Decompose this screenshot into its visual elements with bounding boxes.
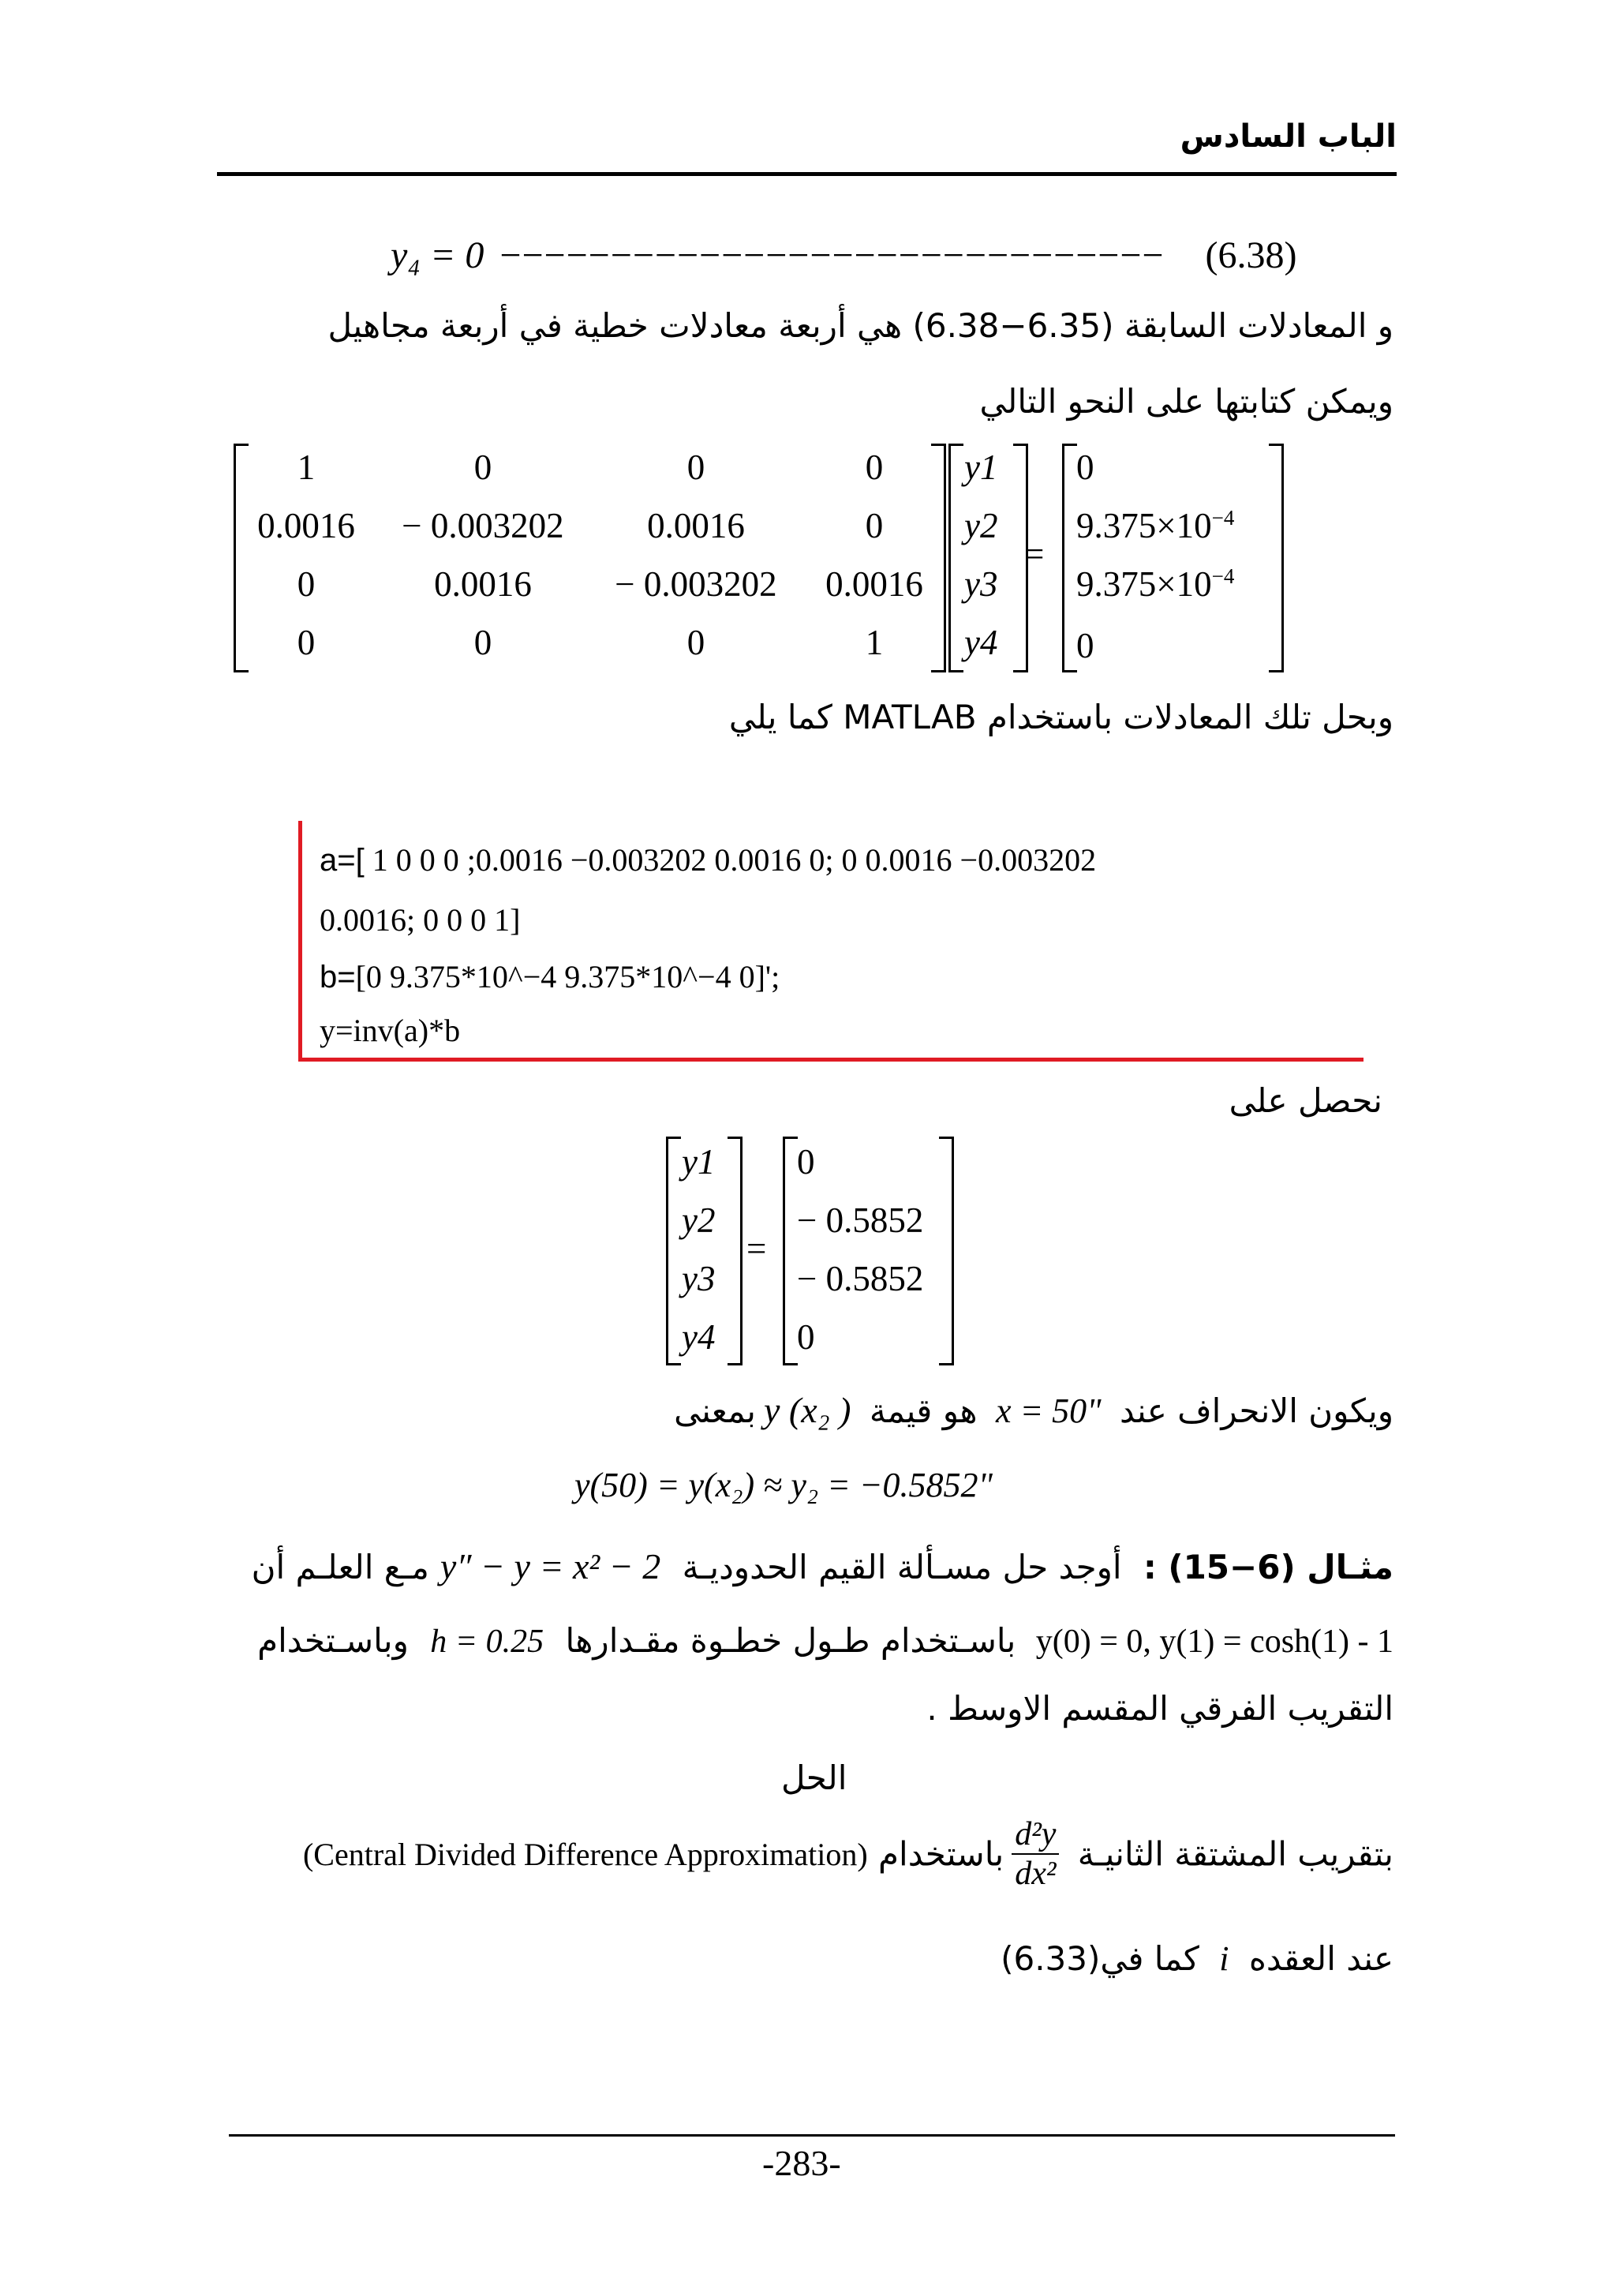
vector-y-entry: y4 (964, 623, 998, 662)
vector-b-entry: 0 (1076, 448, 1094, 487)
matrix-a-cell: 1 (297, 448, 316, 487)
paragraph-linear-equations: و المعادلات السابقة (6.35−6.38) هي أربعة معادلات خطية في أربعة مجاهيل (327, 306, 1393, 345)
matrix-a-cell: 0 (297, 564, 316, 604)
result-value: − 0.5852 (797, 1200, 924, 1240)
example-line-3: التقريب الفرقي المقسم الاوسط . (926, 1689, 1393, 1728)
matrix-a-cell: 0 (865, 448, 884, 487)
matrix-a-cell: − 0.003202 (615, 564, 777, 604)
vector-y-entry: y2 (964, 506, 998, 545)
eq-dashes: −−−−−−−−−−−−−−−−−−−−−−−−−−−−−− (499, 234, 1165, 276)
matrix-a-cell: 0.0016 (647, 506, 745, 545)
result-value: 0 (797, 1317, 815, 1357)
matrix-a-left-bracket (234, 444, 249, 672)
equals-sign: = (1024, 534, 1045, 574)
vector-b-entry: $9.375\times 10^{-4}$ (1076, 506, 1235, 545)
matrix-a-cell: − 0.003202 (402, 506, 564, 545)
vector-y-left-bracket (948, 444, 963, 672)
result-y-entry: y4 (682, 1317, 716, 1357)
paragraph-derivative: بتقريب المشتقة الثانيـة $\frac{\text{d²y}}{\text{dx²}}$ باستخدام (Central Divided Difference Approximation) (302, 1816, 1393, 1892)
matlab-code-box (298, 821, 1364, 1062)
matrix-a-cell: 0 (473, 448, 492, 487)
result-y-right-bracket (728, 1137, 743, 1365)
eq-tag: (6.38) (1205, 234, 1297, 276)
code-line-2: 0.0016; 0 0 0 1] (320, 902, 521, 938)
matrix-a-cell: 0 (686, 448, 705, 487)
matrix-a-cell: 0.0016 (434, 564, 532, 604)
matrix-a-cell: 0 (686, 623, 705, 662)
equation-result: y(50) = y(x₂) ≈ y₂ = −0.5852" (574, 1466, 993, 1504)
page-number: -283- (762, 2143, 841, 2183)
result-value: 0 (797, 1142, 815, 1182)
eq-lhs: y₄ = 0 (391, 234, 484, 276)
result-values-right-bracket (939, 1137, 954, 1365)
result-values-left-bracket (783, 1137, 798, 1365)
paragraph-we-obtain: نحصل على (1229, 1081, 1382, 1120)
vector-y-entry: y1 (964, 448, 998, 487)
matrix-a-cell: 0 (297, 623, 316, 662)
paragraph-deflection: ويكون الانحراف عند x = 50" هو قيمة y (x₂ )بمعنى (674, 1390, 1393, 1430)
vector-b-entry: $9.375\times 10^{-4}$ (1076, 564, 1235, 604)
matrix-a-cell: 0 (865, 506, 884, 545)
footer-rule (229, 2134, 1395, 2137)
code-line-1: a=[ 1 0 0 0 ;0.0016 −0.003202 0.0016 0; 0 0.0016 −0.003202 (320, 842, 1097, 878)
paragraph-matrix-form: ويمكن كتابتها على النحو التالي (979, 382, 1393, 421)
fraction-d2y-dx2: $\frac{\text{d²y}}{\text{dx²}}$ (1012, 1815, 1059, 1893)
result-y-left-bracket (666, 1137, 681, 1365)
example-line-1: مثـال (6−15) : أوجد حل مسـألة القيم الحدوديـة y″ − y = x² − 2مـع العلـم أن (251, 1546, 1393, 1586)
paragraph-matlab: وبحل تلك المعادلات باستخدام MATLAB كما يلي (728, 698, 1393, 736)
matrix-a-cell: 0.0016 (257, 506, 355, 545)
result-y-entry: y3 (682, 1259, 716, 1298)
solution-title: الحل (781, 1759, 847, 1797)
matrix-a-cell: 0 (473, 623, 492, 662)
result-y-entry: y1 (682, 1142, 716, 1182)
code-line-4: y=inv(a)*b (320, 1013, 461, 1048)
result-equals-sign: = (746, 1229, 767, 1268)
matrix-a-cell: 1 (865, 623, 884, 662)
vector-b-left-bracket (1062, 444, 1077, 672)
code-line-3: b=[0 9.375*10^−4 9.375*10^−4 0]'; (320, 959, 780, 994)
matrix-a-right-bracket (931, 444, 946, 672)
result-y-entry: y2 (682, 1200, 716, 1240)
equation-6-38 (391, 234, 1296, 277)
result-value: − 0.5852 (797, 1259, 924, 1298)
paragraph-node: عند العقده i كما في(6.33) (1001, 1939, 1393, 1978)
matrix-a-cell: 0.0016 (825, 564, 923, 604)
vector-y-entry: y3 (964, 564, 998, 604)
header-rule (217, 172, 1397, 176)
vector-b-right-bracket (1269, 444, 1284, 672)
chapter-title: الباب السادس (1180, 118, 1397, 155)
vector-b-entry: 0 (1076, 626, 1094, 665)
example-line-2: y(0) = 0, y(1) = cosh(1) - 1 باسـتخدام طـول خطـوة مقـدارها h = 0.25 وباسـتخدام (257, 1621, 1393, 1660)
